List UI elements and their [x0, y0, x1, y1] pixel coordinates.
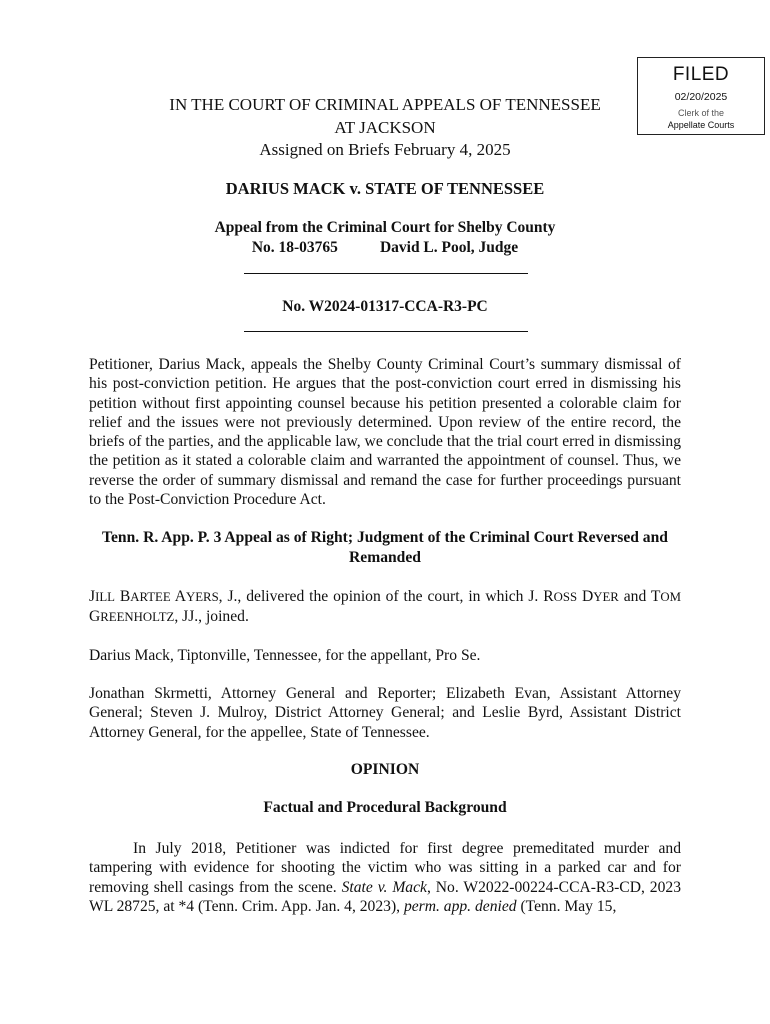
stamp-filed: FILED: [672, 64, 730, 85]
disposition: Tenn. R. App. P. 3 Appeal as of Right; Judgment of the Criminal Court Reversed and Remanded: [102, 529, 668, 566]
body-paragraph: In July 2018, Petitioner was indicted for first degree premeditated murder and tampering with evidence for shooting the victim who was sitting in a parked car and for removing shell casings from the scene. State v. Mack, No. W2022-00224-CCA-R3-CD, 2023 WL 28725, at *4 (Tenn. Crim. App. Jan. 4, 2023), perm. app. denied (Tenn. May 15,: [89, 840, 681, 915]
case-citation: State v. Mack: [341, 878, 427, 896]
summary-paragraph: Petitioner, Darius Mack, appeals the Shelby County Criminal Court’s summary dismissal of his post-conviction petition. He argues that the post-conviction court erred in dismissing his petition without first appointing counsel because his petition presented a colorable claim for relief and the issues were not previously determined. Upon review of the entire record, the briefs of the parties, and the applicable law, we conclude that the trial court erred in dismissing the petition as it stated a colorable claim and warranted the appointment of counsel. Thus, we reverse the order of summary dismissal and remand the case for further proceedings pursuant to the Post-Conviction Procedure Act.: [89, 356, 681, 509]
divider-bottom: [244, 331, 528, 332]
stamp-courts: Appellate Courts: [667, 120, 735, 130]
divider-top: [244, 273, 528, 274]
authorship: JILL BARTEE AYERS, J., delivered the opinion of the court, in which J. ROSS DYER and TOM GREENHOLTZ, JJ., joined.: [89, 588, 682, 626]
trial-judge: David L. Pool, Judge: [379, 239, 519, 256]
opinion-heading: OPINION: [350, 761, 420, 778]
stamp-clerk: Clerk of the: [677, 108, 725, 118]
court-location: AT JACKSON: [334, 118, 436, 137]
counsel-appellee: Jonathan Skrmetti, Attorney General and Reporter; Elizabeth Evan, Assistant Attorney General; Steven J. Mulroy, District Attorney General; and Leslie Byrd, Assistant District Attorney General, for the appellee, State of Tennessee.: [89, 685, 681, 741]
trial-number: No. 18-03765: [251, 239, 338, 256]
court-name: IN THE COURT OF CRIMINAL APPEALS OF TENNESSEE: [169, 95, 601, 114]
docket-number: No. W2024-01317-CCA-R3-PC: [282, 298, 488, 315]
case-title: DARIUS MACK v. STATE OF TENNESSEE: [225, 179, 545, 198]
trial-info: [0, 239, 770, 257]
stamp-date: 02/20/2025: [674, 91, 728, 103]
appeal-from: Appeal from the Criminal Court for Shelby County: [214, 219, 556, 236]
assigned-date: Assigned on Briefs February 4, 2025: [259, 140, 511, 159]
counsel-appellant: Darius Mack, Tiptonville, Tennessee, for the appellant, Pro Se.: [89, 647, 481, 664]
citation-signal: perm. app. denied: [403, 897, 517, 915]
section-heading: Factual and Procedural Background: [263, 799, 507, 816]
